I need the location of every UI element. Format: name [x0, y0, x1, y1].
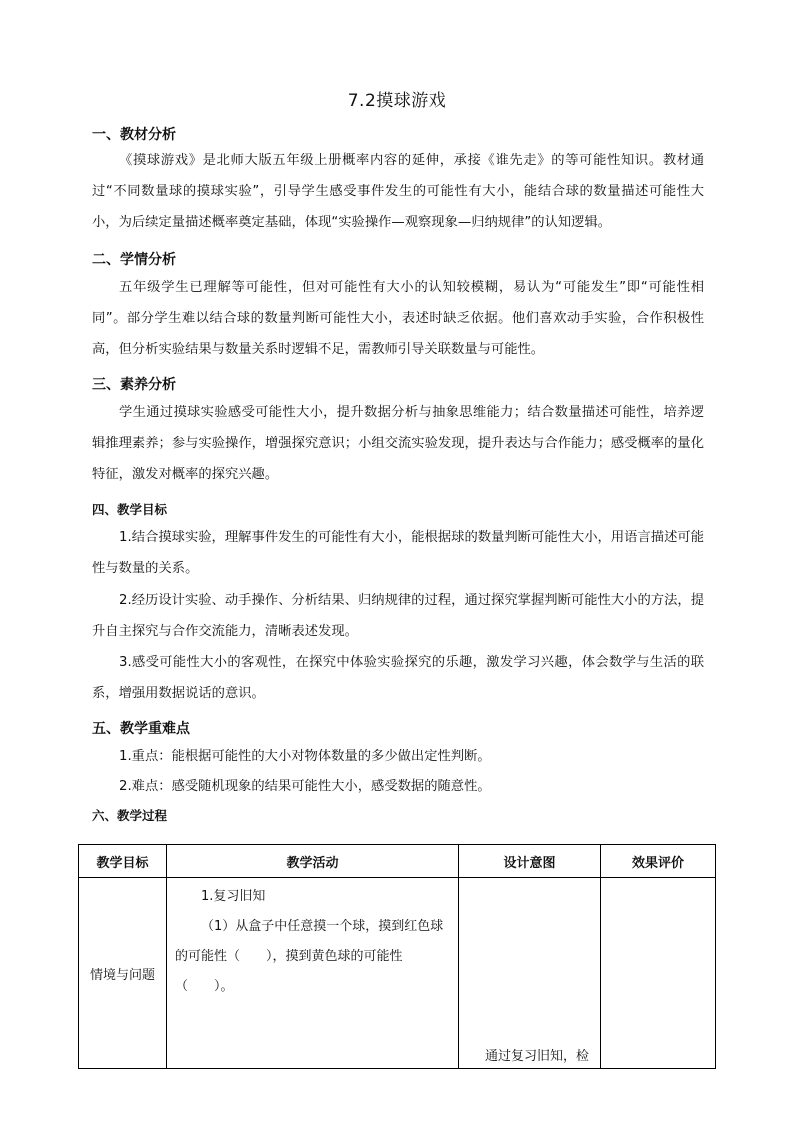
activity-line: （1）从盒子中任意摸一个球，摸到红色球: [201, 919, 444, 934]
heading-student-analysis: 二、学情分析: [92, 252, 176, 268]
cell-activity: [167, 878, 459, 1069]
heading-textbook-analysis: 一、教材分析: [92, 127, 176, 143]
teaching-goal-3: 3.感受可能性大小的客观性，在探究中体验实验探究的乐趣，激发学习兴趣，体会数学与生活的联系，增强用数据说话的意识。: [92, 655, 704, 701]
cell-design: [459, 878, 601, 1069]
paragraph-literacy-analysis: 学生通过摸球实验感受可能性大小，提升数据分析与抽象思维能力；结合数量描述可能性，培养逻辑推理素养；参与实验操作，增强探究意识；小组交流实验发现，提升表达与合作能力；感受概率的量化特征，激发对概率的探究兴趣。: [92, 405, 704, 482]
key-point: 1.重点：能根据可能性的大小对物体数量的多少做出定性判断。: [119, 749, 491, 764]
teaching-process-table: [78, 844, 716, 1069]
paragraph-student-analysis: 五年级学生已理解等可能性，但对可能性有大小的认知较模糊，易认为“可能发生”即“可能性相同”。部分学生难以结合球的数量判断可能性大小，表述时缺乏依据。他们喜欢动手实验，合作积极性高，但分析实验结果与数量关系时逻辑不足，需教师引导关联数量与可能性。: [92, 280, 704, 357]
header-teaching-activity: 教学活动: [167, 845, 459, 878]
heading-teaching-process: 六、教学过程: [92, 808, 168, 823]
document-title: 7.2摸球游戏: [347, 91, 447, 111]
paragraph-textbook-analysis: 《摸球游戏》是北师大版五年级上册概率内容的延伸，承接《谁先走》的等可能性知识。教材通过“不同数量球的摸球实验”，引导学生感受事件发生的可能性有大小，能结合球的数量描述可能性大小，为后续定量描述概率奠定基础，体现“实验操作—观察现象—归纳规律”的认知逻辑。: [92, 153, 704, 230]
header-effect-evaluation: 效果评价: [601, 845, 716, 878]
header-design-intent: 设计意图: [459, 845, 601, 878]
cell-evaluation: [601, 878, 716, 1069]
heading-key-points: 五、教学重难点: [92, 721, 190, 737]
heading-literacy-analysis: 三、素养分析: [92, 377, 176, 393]
design-text: 通过复习旧知，检: [485, 1049, 590, 1064]
activity-line: 1.复习旧知: [201, 889, 266, 904]
teaching-goal-2: 2.经历设计实验、动手操作、分析结果、归纳规律的过程，通过探究掌握判断可能性大小的方法，提升自主探究与合作交流能力，清晰表述发现。: [92, 593, 704, 639]
header-teaching-goal: 教学目标: [79, 845, 167, 878]
goal-text: 情境与问题: [89, 967, 155, 983]
heading-teaching-goals: 四、教学目标: [92, 502, 168, 517]
table-row: [79, 878, 716, 1069]
teaching-goal-1: 1.结合摸球实验，理解事件发生的可能性有大小，能根据球的数量判断可能性大小，用语言描述可能性与数量的关系。: [92, 530, 704, 576]
difficult-point: 2.难点：感受随机现象的结果可能性大小，感受数据的随意性。: [119, 779, 491, 794]
activity-line: （ ）。: [175, 979, 234, 994]
cell-goal: [79, 878, 167, 1069]
activity-line: 的可能性（ ），摸到黄色球的可能性: [175, 949, 403, 964]
table-header-row: [79, 845, 716, 878]
